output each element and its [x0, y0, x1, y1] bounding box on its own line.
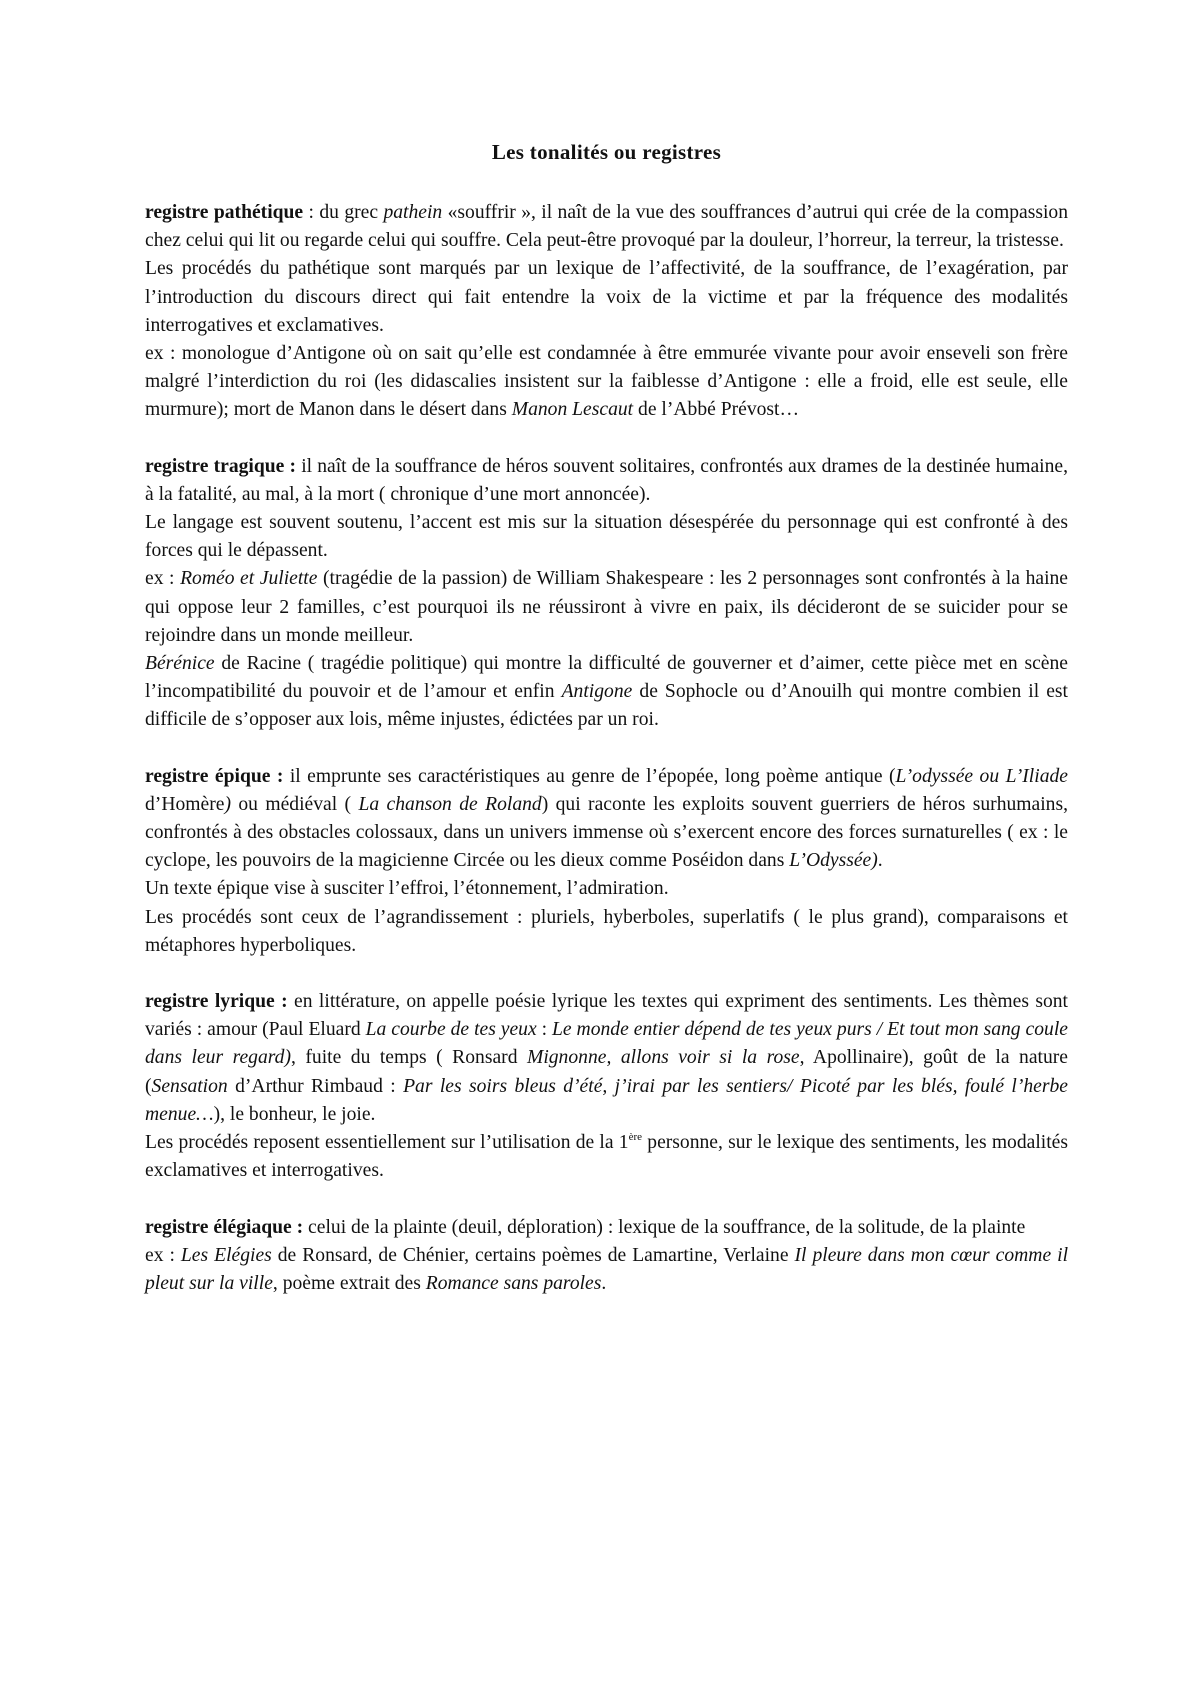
epique-definition: registre épique : il emprunte ses caractéristiques au genre de l’épopée, long poème antique (L’odyssée ou L’Iliade d’Homère) ou médiéval ( La chanson de Roland) qui raconte les exploits souvent guerriers de héros surhumains, confrontés à des obstacles colossaux, dans un univers immense où s’exercent encore des forces surnaturelles ( ex : le cyclope, les pouvoirs de la magicienne Circée ou les dieux comme Poséidon dans L’Odyssée).: [145, 765, 1068, 872]
tragique-label: registre tragique :: [145, 455, 297, 477]
elegiaque-definition: registre élégiaque : celui de la plainte (deuil, déploration) : lexique de la souffrance, de la solitude, de la plainte: [145, 1216, 1026, 1238]
lyrique-definition: registre lyrique : en littérature, on appelle poésie lyrique les textes qui expriment des sentiments. Les thèmes sont variés : amour (Paul Eluard La courbe de tes yeux : Le monde entier dépend de tes yeux purs / Et tout mon sang coule dans leur regard), fuite du temps ( Ronsard Mignonne, allons voir si la rose, Apollinaire), goût de la nature (Sensation d’Arthur Rimbaud : Par les soirs bleus d’été, j’irai par les sentiers/ Picoté par les blés, foulé l’herbe menue…), le bonheur, le joie.: [145, 991, 1068, 1125]
pathetique-definition: registre pathétique : du grec pathein «souffrir », il naît de la vue des souffrances d’autrui qui crée de la compassion chez celui qui lit ou regarde celui qui souffre. Cela peut-être provoqué par la douleur, l’horreur, la terreur, la tristesse.: [145, 202, 1068, 252]
elegiaque-exemple: ex : Les Elégies de Ronsard, de Chénier, certains poèmes de Lamartine, Verlaine Il pleure dans mon cœur comme il pleut sur la ville, poème extrait des Romance sans paroles.: [145, 1244, 1069, 1294]
tragique-definition: registre tragique : il naît de la souffrance de héros souvent solitaires, confrontés aux drames de la destinée humaine, à la fatalité, au mal, à la mort ( chronique d’une mort annoncée).: [145, 455, 1068, 505]
pathetique-procedes: Les procédés du pathétique sont marqués par un lexique de l’affectivité, de la souffrance, de l’exagération, par l’introduction du discours direct qui fait entendre la voix de la victime et par la fréquence des modalités interrogatives et exclamatives.: [145, 258, 1068, 336]
tragique-exemple-romeo: ex : Roméo et Juliette (tragédie de la passion) de William Shakespeare : les 2 personnages sont confrontés à la haine qui oppose leur 2 familles, c’est pourquoi ils ne réussiront à vivre en paix, ils décideront de se suicider pour se rejoindre dans un monde meilleur.: [145, 568, 1068, 646]
tragique-exemple-berenice: Bérénice de Racine ( tragédie politique) qui montre la difficulté de gouverner et d’aimer, cette pièce met en scène l’incompatibilité du pouvoir et de l’amour et enfin Antigone de Sophocle ou d’Anouilh qui montre combien il est difficile de s’opposer aux lois, même injustes, édictées par un roi.: [145, 653, 1068, 731]
pathetique-label: registre pathétique: [145, 202, 304, 223]
section-elegiaque: [145, 1214, 1068, 1299]
pathetique-exemple: ex : monologue d’Antigone où on sait qu’elle est condamnée à être emmurée vivante pour avoir enseveli son frère malgré l’interdiction du roi (les didascalies insistent sur la faiblesse d’Antigone : elle a froid, elle est seule, elle murmure); mort de Manon dans le désert dans Manon Lescaut de l’Abbé Prévost…: [145, 343, 1068, 421]
lyrique-procedes: Les procédés reposent essentiellement sur l’utilisation de la 1ère personne, sur le lexique des sentiments, les modalités exclamatives et interrogatives.: [145, 1131, 1068, 1182]
epique-procedes: Les procédés sont ceux de l’agrandissement : pluriels, hyberboles, superlatifs ( le plus grand), comparaisons et métaphores hyperboliques.: [145, 906, 1068, 956]
epique-label: registre épique :: [145, 765, 284, 787]
section-tragique: [145, 453, 1068, 735]
tragique-langage: Le langage est souvent soutenu, l’accent est mis sur la situation désespérée du personnage qui est confronté à des forces qui le dépassent.: [145, 512, 1068, 562]
section-pathetique: [145, 199, 1068, 425]
section-epique: [145, 763, 1068, 960]
lyrique-label: registre lyrique :: [145, 991, 288, 1013]
document-title: Les tonalités ou registres: [491, 140, 722, 164]
epique-vise: Un texte épique vise à susciter l’effroi, l’étonnement, l’admiration.: [145, 878, 669, 900]
elegiaque-label: registre élégiaque :: [145, 1216, 304, 1238]
section-lyrique: [145, 988, 1068, 1185]
